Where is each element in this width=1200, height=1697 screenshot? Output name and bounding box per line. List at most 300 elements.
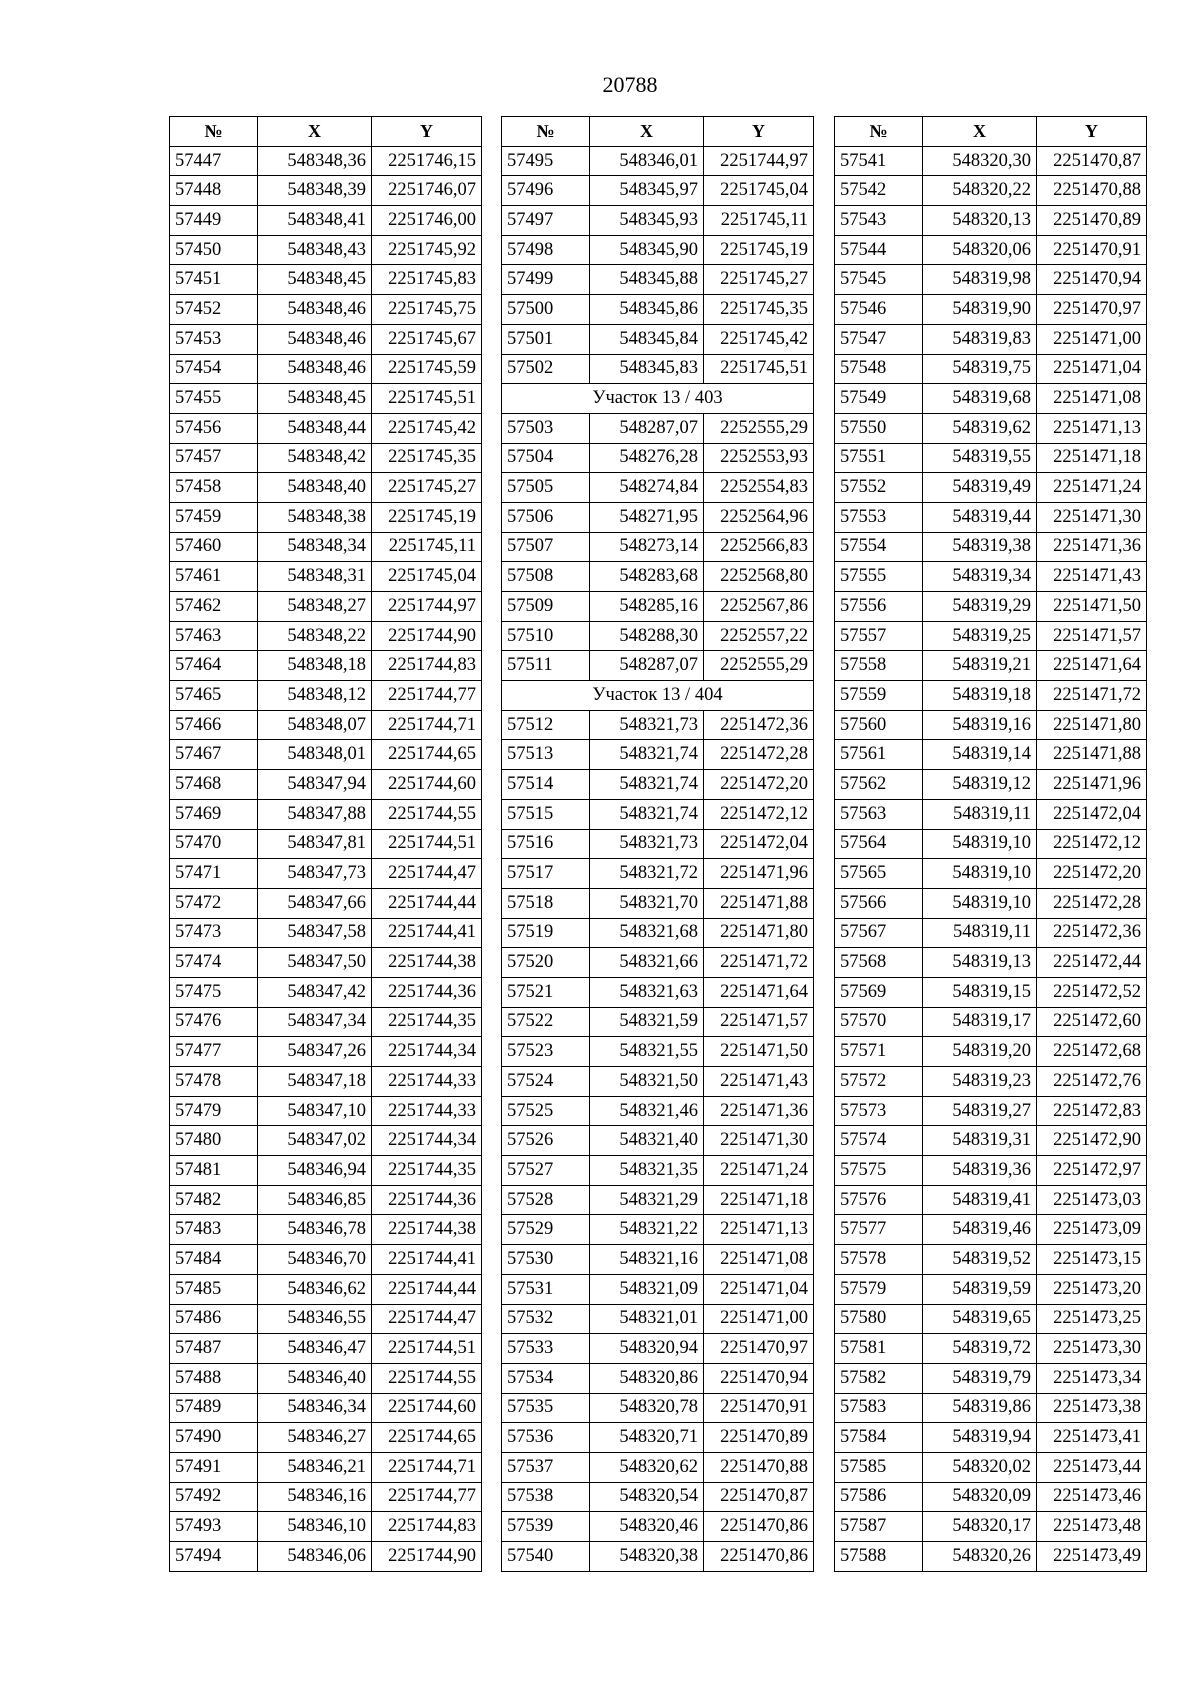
point-number-cell: 57499 <box>502 265 590 295</box>
table-row <box>170 1185 482 1215</box>
x-coordinate-cell: 548346,21 <box>258 1452 372 1482</box>
table-row <box>835 1452 1147 1482</box>
y-coordinate-cell: 2251471,57 <box>1037 621 1147 651</box>
y-coordinate-cell: 2251470,97 <box>1037 295 1147 325</box>
y-coordinate-cell: 2251473,46 <box>1037 1482 1147 1512</box>
x-coordinate-cell: 548347,81 <box>258 829 372 859</box>
x-coordinate-cell: 548321,74 <box>590 770 704 800</box>
table-row <box>170 146 482 176</box>
point-number-cell: 57544 <box>835 235 923 265</box>
point-number-cell: 57495 <box>502 146 590 176</box>
x-coordinate-cell: 548321,73 <box>590 710 704 740</box>
x-coordinate-cell: 548285,16 <box>590 592 704 622</box>
y-coordinate-cell: 2251472,28 <box>1037 888 1147 918</box>
table-row <box>835 354 1147 384</box>
x-coordinate-cell: 548321,74 <box>590 799 704 829</box>
table-row <box>835 1007 1147 1037</box>
x-coordinate-cell: 548320,78 <box>590 1393 704 1423</box>
table-row <box>502 651 814 681</box>
table-row <box>502 413 814 443</box>
x-coordinate-cell: 548319,44 <box>923 502 1037 532</box>
point-number-cell: 57525 <box>502 1096 590 1126</box>
header-y: Y <box>704 117 814 147</box>
point-number-cell: 57539 <box>502 1512 590 1542</box>
table-row <box>502 473 814 503</box>
point-number-cell: 57580 <box>835 1304 923 1334</box>
y-coordinate-cell: 2251745,51 <box>704 354 814 384</box>
y-coordinate-cell: 2251471,50 <box>1037 592 1147 622</box>
y-coordinate-cell: 2251744,97 <box>704 146 814 176</box>
table-row <box>170 1067 482 1097</box>
y-coordinate-cell: 2251471,88 <box>1037 740 1147 770</box>
point-number-cell: 57469 <box>170 799 258 829</box>
point-number-cell: 57575 <box>835 1156 923 1186</box>
point-number-cell: 57572 <box>835 1067 923 1097</box>
y-coordinate-cell: 2251471,18 <box>1037 443 1147 473</box>
x-coordinate-cell: 548319,36 <box>923 1156 1037 1186</box>
point-number-cell: 57545 <box>835 265 923 295</box>
x-coordinate-cell: 548319,27 <box>923 1096 1037 1126</box>
x-coordinate-cell: 548321,16 <box>590 1245 704 1275</box>
x-coordinate-cell: 548348,45 <box>258 265 372 295</box>
y-coordinate-cell: 2251471,36 <box>704 1096 814 1126</box>
y-coordinate-cell: 2251472,83 <box>1037 1096 1147 1126</box>
x-coordinate-cell: 548319,10 <box>923 859 1037 889</box>
header-y: Y <box>372 117 482 147</box>
x-coordinate-cell: 548347,88 <box>258 799 372 829</box>
y-coordinate-cell: 2251473,20 <box>1037 1274 1147 1304</box>
point-number-cell: 57496 <box>502 176 590 206</box>
x-coordinate-cell: 548319,59 <box>923 1274 1037 1304</box>
point-number-cell: 57533 <box>502 1334 590 1364</box>
x-coordinate-cell: 548319,11 <box>923 799 1037 829</box>
x-coordinate-cell: 548319,13 <box>923 948 1037 978</box>
table-row <box>502 1245 814 1275</box>
y-coordinate-cell: 2251471,43 <box>1037 562 1147 592</box>
table-row <box>835 502 1147 532</box>
y-coordinate-cell: 2251471,24 <box>704 1156 814 1186</box>
table-row <box>170 1334 482 1364</box>
table-row <box>835 324 1147 354</box>
point-number-cell: 57482 <box>170 1185 258 1215</box>
point-number-cell: 57487 <box>170 1334 258 1364</box>
point-number-cell: 57556 <box>835 592 923 622</box>
point-number-cell: 57470 <box>170 829 258 859</box>
x-coordinate-cell: 548319,14 <box>923 740 1037 770</box>
y-coordinate-cell: 2251744,38 <box>372 1215 482 1245</box>
table-row <box>502 206 814 236</box>
table-row <box>835 1126 1147 1156</box>
y-coordinate-cell: 2251744,77 <box>372 681 482 711</box>
x-coordinate-cell: 548347,66 <box>258 888 372 918</box>
x-coordinate-cell: 548321,74 <box>590 740 704 770</box>
x-coordinate-cell: 548346,85 <box>258 1185 372 1215</box>
y-coordinate-cell: 2251471,08 <box>704 1245 814 1275</box>
table-row <box>170 770 482 800</box>
table-row <box>502 1304 814 1334</box>
y-coordinate-cell: 2251745,19 <box>372 502 482 532</box>
point-number-cell: 57480 <box>170 1126 258 1156</box>
x-coordinate-cell: 548346,94 <box>258 1156 372 1186</box>
point-number-cell: 57447 <box>170 146 258 176</box>
point-number-cell: 57472 <box>170 888 258 918</box>
point-number-cell: 57541 <box>835 146 923 176</box>
y-coordinate-cell: 2251471,50 <box>704 1037 814 1067</box>
table-row <box>170 592 482 622</box>
point-number-cell: 57459 <box>170 502 258 532</box>
table-row <box>170 384 482 414</box>
x-coordinate-cell: 548345,88 <box>590 265 704 295</box>
x-coordinate-cell: 548321,66 <box>590 948 704 978</box>
point-number-cell: 57489 <box>170 1393 258 1423</box>
table-row <box>170 681 482 711</box>
point-number-cell: 57582 <box>835 1363 923 1393</box>
y-coordinate-cell: 2251472,36 <box>704 710 814 740</box>
point-number-cell: 57485 <box>170 1274 258 1304</box>
y-coordinate-cell: 2251472,20 <box>1037 859 1147 889</box>
table-row <box>835 1185 1147 1215</box>
y-coordinate-cell: 2251744,83 <box>372 1512 482 1542</box>
point-number-cell: 57479 <box>170 1096 258 1126</box>
table-row <box>502 592 814 622</box>
table-row <box>502 1067 814 1097</box>
point-number-cell: 57529 <box>502 1215 590 1245</box>
y-coordinate-cell: 2251471,88 <box>704 888 814 918</box>
table-row <box>170 176 482 206</box>
y-coordinate-cell: 2251744,34 <box>372 1126 482 1156</box>
table-row <box>170 295 482 325</box>
table-row <box>835 1067 1147 1097</box>
x-coordinate-cell: 548321,22 <box>590 1215 704 1245</box>
table-row <box>502 1096 814 1126</box>
table-row <box>835 1215 1147 1245</box>
point-number-cell: 57497 <box>502 206 590 236</box>
point-number-cell: 57537 <box>502 1452 590 1482</box>
coordinates-table-1 <box>169 116 482 1572</box>
x-coordinate-cell: 548348,46 <box>258 354 372 384</box>
x-coordinate-cell: 548319,94 <box>923 1423 1037 1453</box>
point-number-cell: 57516 <box>502 829 590 859</box>
table-row <box>835 799 1147 829</box>
y-coordinate-cell: 2251472,20 <box>704 770 814 800</box>
y-coordinate-cell: 2251472,12 <box>1037 829 1147 859</box>
y-coordinate-cell: 2251744,36 <box>372 977 482 1007</box>
x-coordinate-cell: 548288,30 <box>590 621 704 651</box>
table-row <box>502 1156 814 1186</box>
y-coordinate-cell: 2251470,86 <box>704 1512 814 1542</box>
table-row <box>835 443 1147 473</box>
table-row <box>170 1452 482 1482</box>
x-coordinate-cell: 548348,22 <box>258 621 372 651</box>
table-row <box>502 1007 814 1037</box>
point-number-cell: 57559 <box>835 681 923 711</box>
table-row <box>835 740 1147 770</box>
table-row <box>835 1037 1147 1067</box>
point-number-cell: 57464 <box>170 651 258 681</box>
x-coordinate-cell: 548319,21 <box>923 651 1037 681</box>
x-coordinate-cell: 548319,38 <box>923 532 1037 562</box>
y-coordinate-cell: 2251471,00 <box>1037 324 1147 354</box>
x-coordinate-cell: 548319,75 <box>923 354 1037 384</box>
point-number-cell: 57451 <box>170 265 258 295</box>
y-coordinate-cell: 2251470,88 <box>1037 176 1147 206</box>
y-coordinate-cell: 2251473,38 <box>1037 1393 1147 1423</box>
x-coordinate-cell: 548320,13 <box>923 206 1037 236</box>
table-row <box>835 710 1147 740</box>
point-number-cell: 57488 <box>170 1363 258 1393</box>
x-coordinate-cell: 548320,54 <box>590 1482 704 1512</box>
y-coordinate-cell: 2251745,19 <box>704 235 814 265</box>
table-row <box>502 710 814 740</box>
table-row <box>502 443 814 473</box>
y-coordinate-cell: 2251471,13 <box>704 1215 814 1245</box>
y-coordinate-cell: 2251472,68 <box>1037 1037 1147 1067</box>
point-number-cell: 57498 <box>502 235 590 265</box>
x-coordinate-cell: 548319,98 <box>923 265 1037 295</box>
point-number-cell: 57461 <box>170 562 258 592</box>
point-number-cell: 57560 <box>835 710 923 740</box>
point-number-cell: 57519 <box>502 918 590 948</box>
y-coordinate-cell: 2251472,36 <box>1037 918 1147 948</box>
table-row <box>170 1007 482 1037</box>
table-row <box>502 740 814 770</box>
table-row <box>502 1482 814 1512</box>
table-row <box>835 859 1147 889</box>
point-number-cell: 57571 <box>835 1037 923 1067</box>
point-number-cell: 57518 <box>502 888 590 918</box>
y-coordinate-cell: 2251744,41 <box>372 1245 482 1275</box>
table-row <box>502 1037 814 1067</box>
x-coordinate-cell: 548321,73 <box>590 829 704 859</box>
x-coordinate-cell: 548348,44 <box>258 413 372 443</box>
point-number-cell: 57526 <box>502 1126 590 1156</box>
y-coordinate-cell: 2251744,55 <box>372 1363 482 1393</box>
point-number-cell: 57508 <box>502 562 590 592</box>
table-row <box>170 265 482 295</box>
table-row <box>502 1542 814 1572</box>
coordinates-table-2 <box>501 116 814 1572</box>
x-coordinate-cell: 548346,62 <box>258 1274 372 1304</box>
x-coordinate-cell: 548345,83 <box>590 354 704 384</box>
point-number-cell: 57471 <box>170 859 258 889</box>
table-row <box>502 859 814 889</box>
x-coordinate-cell: 548319,52 <box>923 1245 1037 1275</box>
y-coordinate-cell: 2251744,44 <box>372 888 482 918</box>
point-number-cell: 57514 <box>502 770 590 800</box>
y-coordinate-cell: 2251472,90 <box>1037 1126 1147 1156</box>
point-number-cell: 57467 <box>170 740 258 770</box>
point-number-cell: 57547 <box>835 324 923 354</box>
table-row <box>835 562 1147 592</box>
y-coordinate-cell: 2251470,97 <box>704 1334 814 1364</box>
y-coordinate-cell: 2251471,96 <box>1037 770 1147 800</box>
table-row <box>835 1304 1147 1334</box>
x-coordinate-cell: 548345,97 <box>590 176 704 206</box>
x-coordinate-cell: 548321,63 <box>590 977 704 1007</box>
point-number-cell: 57567 <box>835 918 923 948</box>
y-coordinate-cell: 2251745,04 <box>372 562 482 592</box>
y-coordinate-cell: 2251744,90 <box>372 1542 482 1572</box>
table-row <box>502 770 814 800</box>
table-row <box>835 1245 1147 1275</box>
x-coordinate-cell: 548347,18 <box>258 1067 372 1097</box>
point-number-cell: 57540 <box>502 1542 590 1572</box>
section-row <box>502 384 814 414</box>
table-row <box>835 918 1147 948</box>
y-coordinate-cell: 2251473,09 <box>1037 1215 1147 1245</box>
point-number-cell: 57530 <box>502 1245 590 1275</box>
point-number-cell: 57468 <box>170 770 258 800</box>
y-coordinate-cell: 2251471,30 <box>1037 502 1147 532</box>
y-coordinate-cell: 2251471,04 <box>1037 354 1147 384</box>
point-number-cell: 57534 <box>502 1363 590 1393</box>
table-row <box>835 146 1147 176</box>
table-row <box>170 324 482 354</box>
y-coordinate-cell: 2251744,55 <box>372 799 482 829</box>
point-number-cell: 57455 <box>170 384 258 414</box>
point-number-cell: 57509 <box>502 592 590 622</box>
point-number-cell: 57460 <box>170 532 258 562</box>
y-coordinate-cell: 2252555,29 <box>704 651 814 681</box>
table-row <box>502 829 814 859</box>
x-coordinate-cell: 548319,72 <box>923 1334 1037 1364</box>
y-coordinate-cell: 2251745,42 <box>372 413 482 443</box>
x-coordinate-cell: 548319,31 <box>923 1126 1037 1156</box>
y-coordinate-cell: 2251744,38 <box>372 948 482 978</box>
table-row <box>170 740 482 770</box>
table-row <box>170 621 482 651</box>
y-coordinate-cell: 2252557,22 <box>704 621 814 651</box>
point-number-cell: 57585 <box>835 1452 923 1482</box>
y-coordinate-cell: 2251744,35 <box>372 1156 482 1186</box>
x-coordinate-cell: 548320,17 <box>923 1512 1037 1542</box>
x-coordinate-cell: 548320,46 <box>590 1512 704 1542</box>
x-coordinate-cell: 548320,22 <box>923 176 1037 206</box>
point-number-cell: 57512 <box>502 710 590 740</box>
point-number-cell: 57474 <box>170 948 258 978</box>
point-number-cell: 57465 <box>170 681 258 711</box>
y-coordinate-cell: 2252555,29 <box>704 413 814 443</box>
table-row <box>170 502 482 532</box>
table-row <box>170 1363 482 1393</box>
y-coordinate-cell: 2251744,83 <box>372 651 482 681</box>
x-coordinate-cell: 548320,02 <box>923 1452 1037 1482</box>
y-coordinate-cell: 2251471,72 <box>1037 681 1147 711</box>
x-coordinate-cell: 548348,31 <box>258 562 372 592</box>
header-x: X <box>590 117 704 147</box>
table-row <box>502 1126 814 1156</box>
y-coordinate-cell: 2251745,27 <box>372 473 482 503</box>
table-row <box>170 1245 482 1275</box>
x-coordinate-cell: 548321,09 <box>590 1274 704 1304</box>
point-number-cell: 57535 <box>502 1393 590 1423</box>
table-row <box>502 1363 814 1393</box>
x-coordinate-cell: 548345,90 <box>590 235 704 265</box>
x-coordinate-cell: 548319,86 <box>923 1393 1037 1423</box>
x-coordinate-cell: 548348,46 <box>258 324 372 354</box>
y-coordinate-cell: 2251746,15 <box>372 146 482 176</box>
y-coordinate-cell: 2251472,52 <box>1037 977 1147 1007</box>
table-row <box>170 413 482 443</box>
y-coordinate-cell: 2251472,28 <box>704 740 814 770</box>
point-number-cell: 57561 <box>835 740 923 770</box>
table-row <box>170 1423 482 1453</box>
x-coordinate-cell: 548320,86 <box>590 1363 704 1393</box>
x-coordinate-cell: 548346,34 <box>258 1393 372 1423</box>
table-row <box>835 948 1147 978</box>
y-coordinate-cell: 2251471,57 <box>704 1007 814 1037</box>
x-coordinate-cell: 548274,84 <box>590 473 704 503</box>
y-coordinate-cell: 2251745,51 <box>372 384 482 414</box>
y-coordinate-cell: 2251473,48 <box>1037 1512 1147 1542</box>
y-coordinate-cell: 2251470,87 <box>704 1482 814 1512</box>
point-number-cell: 57463 <box>170 621 258 651</box>
y-coordinate-cell: 2251471,24 <box>1037 473 1147 503</box>
x-coordinate-cell: 548319,90 <box>923 295 1037 325</box>
point-number-cell: 57584 <box>835 1423 923 1453</box>
point-number-cell: 57578 <box>835 1245 923 1275</box>
point-number-cell: 57543 <box>835 206 923 236</box>
point-number-cell: 57449 <box>170 206 258 236</box>
x-coordinate-cell: 548271,95 <box>590 502 704 532</box>
table-row <box>502 1185 814 1215</box>
table-row <box>170 206 482 236</box>
point-number-cell: 57486 <box>170 1304 258 1334</box>
x-coordinate-cell: 548320,06 <box>923 235 1037 265</box>
table-row <box>502 799 814 829</box>
x-coordinate-cell: 548348,01 <box>258 740 372 770</box>
y-coordinate-cell: 2251745,67 <box>372 324 482 354</box>
x-coordinate-cell: 548348,43 <box>258 235 372 265</box>
point-number-cell: 57503 <box>502 413 590 443</box>
point-number-cell: 57511 <box>502 651 590 681</box>
y-coordinate-cell: 2251744,97 <box>372 592 482 622</box>
table-row <box>835 829 1147 859</box>
header-x: X <box>923 117 1037 147</box>
table-row <box>835 977 1147 1007</box>
y-coordinate-cell: 2251473,03 <box>1037 1185 1147 1215</box>
x-coordinate-cell: 548347,10 <box>258 1096 372 1126</box>
point-number-cell: 57574 <box>835 1126 923 1156</box>
table-row <box>835 532 1147 562</box>
point-number-cell: 57553 <box>835 502 923 532</box>
x-coordinate-cell: 548348,07 <box>258 710 372 740</box>
x-coordinate-cell: 548346,27 <box>258 1423 372 1453</box>
table-row <box>502 354 814 384</box>
section-title: Участок 13 / 403 <box>502 384 814 414</box>
y-coordinate-cell: 2251470,86 <box>704 1542 814 1572</box>
point-number-cell: 57552 <box>835 473 923 503</box>
table-row <box>835 206 1147 236</box>
point-number-cell: 57462 <box>170 592 258 622</box>
x-coordinate-cell: 548319,79 <box>923 1363 1037 1393</box>
table-row <box>835 770 1147 800</box>
y-coordinate-cell: 2251473,25 <box>1037 1304 1147 1334</box>
table-row <box>835 1334 1147 1364</box>
x-coordinate-cell: 548319,68 <box>923 384 1037 414</box>
x-coordinate-cell: 548348,42 <box>258 443 372 473</box>
y-coordinate-cell: 2251471,96 <box>704 859 814 889</box>
y-coordinate-cell: 2251471,64 <box>704 977 814 1007</box>
point-number-cell: 57573 <box>835 1096 923 1126</box>
point-number-cell: 57466 <box>170 710 258 740</box>
table-row <box>170 532 482 562</box>
table-row <box>835 384 1147 414</box>
point-number-cell: 57536 <box>502 1423 590 1453</box>
x-coordinate-cell: 548348,27 <box>258 592 372 622</box>
x-coordinate-cell: 548321,70 <box>590 888 704 918</box>
table-row <box>835 473 1147 503</box>
